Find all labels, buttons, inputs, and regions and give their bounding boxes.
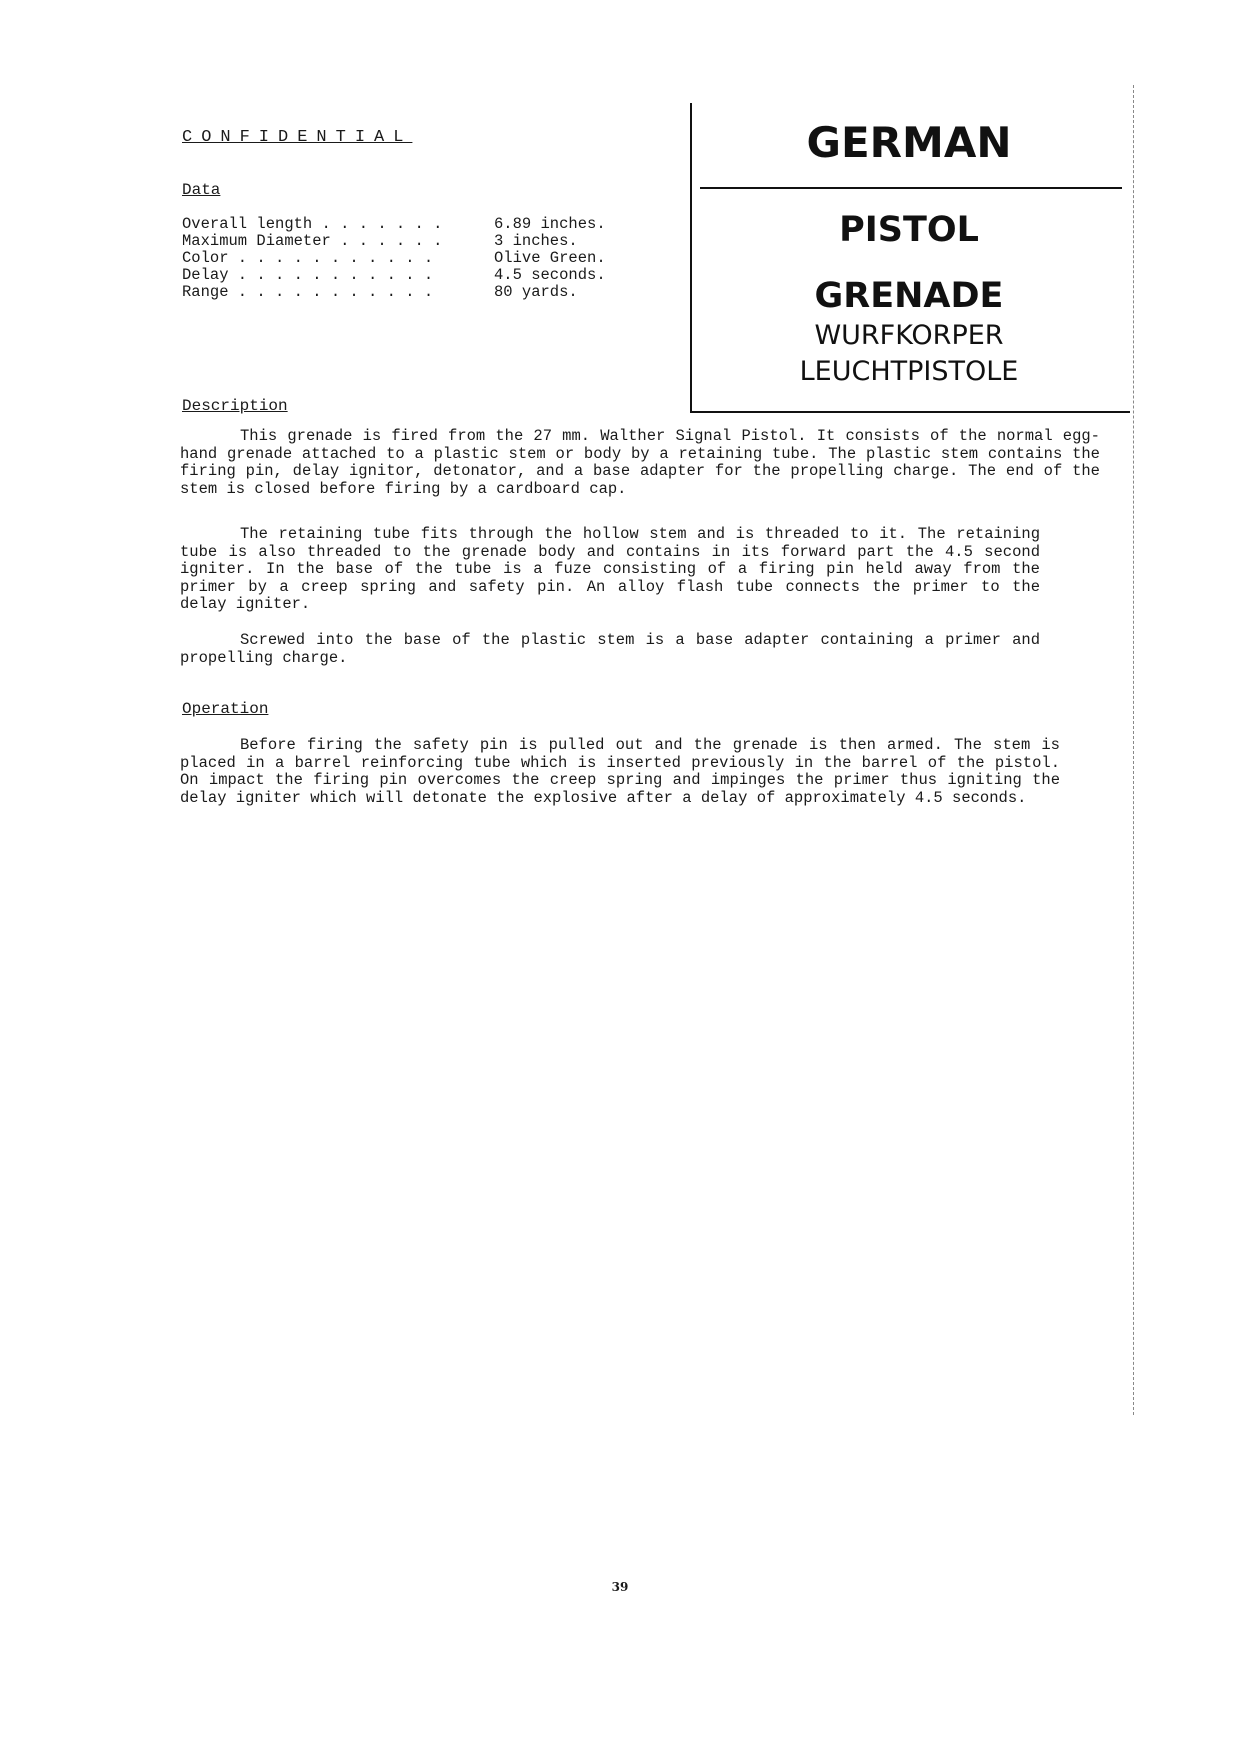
description-paragraph: This grenade is fired from the 27 mm. Walther Signal Pistol. It consists of the normal egg-hand grenade attached to a plastic stem or body by a retaining tube. The plastic stem contains the firing pin, delay ignitor, detonator, and a base adapter for the propelling charge. The end of the stem is closed before firing by a cardboard cap. — [180, 427, 1100, 498]
spec-label: Maximum Diameter . . . . . . — [182, 233, 443, 250]
spec-label: Delay . . . . . . . . . . . — [182, 267, 434, 284]
description-heading: Description — [182, 397, 288, 415]
spec-value: 6.89 inches. — [494, 215, 606, 233]
data-heading: Data — [182, 181, 221, 199]
title-divider — [700, 187, 1122, 189]
operation-heading: Operation — [182, 700, 269, 718]
title-type: GRENADE — [814, 276, 1004, 316]
title-german-name-2: LEUCHTPISTOLE — [799, 356, 1019, 387]
title-country: GERMAN — [806, 118, 1012, 167]
spec-value: 4.5 seconds. — [494, 266, 606, 284]
title-weapon: PISTOL — [839, 210, 979, 250]
page-number: 39 — [611, 1580, 629, 1594]
spec-label: Color . . . . . . . . . . . — [182, 250, 434, 267]
spec-label: Range . . . . . . . . . . . — [182, 284, 434, 301]
spec-value: 80 yards. — [494, 283, 578, 301]
title-german-name-1: WURFKORPER — [814, 320, 1004, 351]
spec-value: Olive Green. — [494, 249, 606, 267]
description-paragraph: The retaining tube fits through the hollow stem and is threaded to it. The retaining tube is also threaded to the grenade body and contains in its forward part the 4.5 second igniter. In the base of the tube is a fuze consisting of a firing pin held away from the primer by a creep spring and safety pin. An alloy flash tube connects the primer to the delay igniter. — [180, 525, 1040, 613]
spec-row — [182, 250, 606, 267]
description-paragraph: Screwed into the base of the plastic stem is a base adapter containing a primer and propelling charge. — [180, 631, 1040, 667]
spec-row — [182, 233, 606, 250]
spec-row — [182, 216, 606, 233]
classification-marking: CONFIDENTIAL — [182, 128, 413, 147]
spec-value: 3 inches. — [494, 232, 578, 250]
spec-label: Overall length . . . . . . . — [182, 216, 443, 233]
spec-table — [182, 216, 606, 301]
spec-row — [182, 284, 606, 301]
scan-edge-line — [1133, 85, 1134, 1415]
spec-row — [182, 267, 606, 284]
operation-paragraph: Before firing the safety pin is pulled out and the grenade is then armed. The stem is placed in a barrel reinforcing tube which is inserted previously in the barrel of the pistol. On impact the firing pin overcomes the creep spring and impinges the primer thus igniting the delay igniter which will detonate the explosive after a delay of approximately 4.5 seconds. — [180, 736, 1060, 807]
